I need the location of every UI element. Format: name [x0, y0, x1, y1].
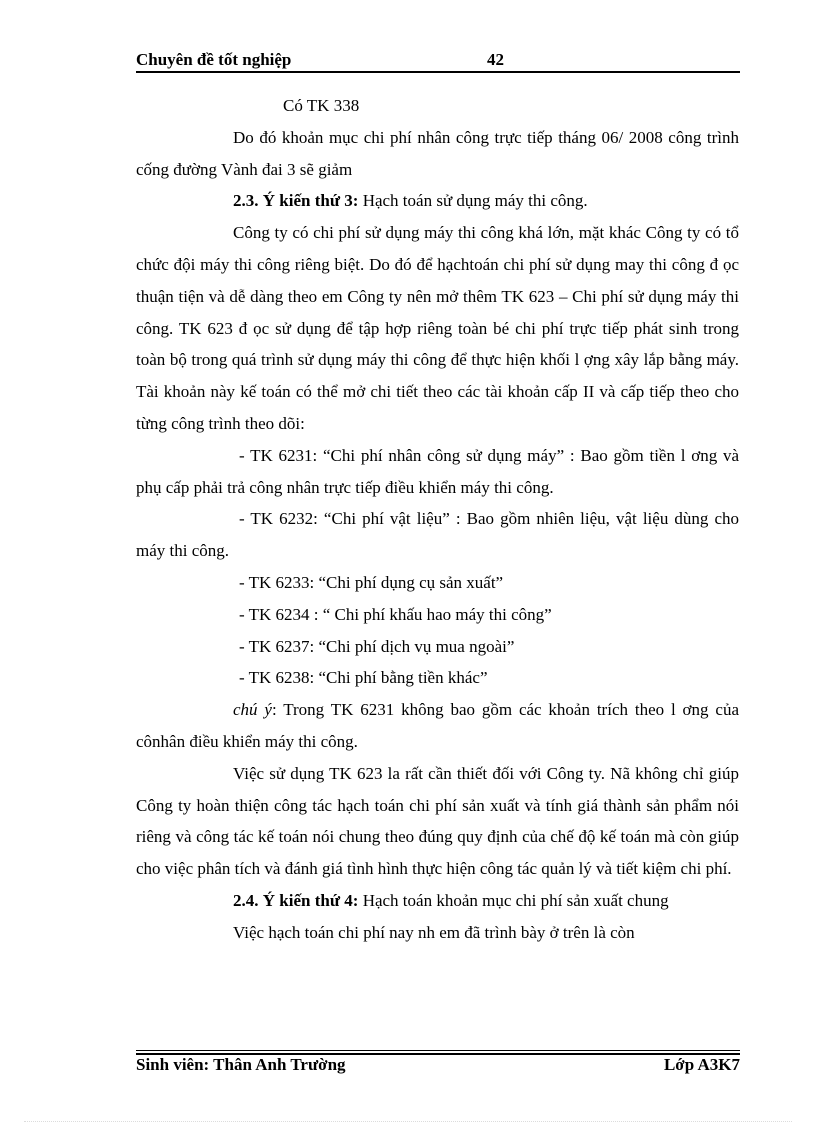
class-label: Lớp A3K7: [663, 1055, 740, 1074]
list-item: - TK 6233: “Chi phí dụng cụ sản xuất”: [239, 572, 504, 592]
list-item: - TK 6232: “Chi phí vật liệu” : Bao gồm nhiên liệu, vật liệu dùng cho máy thi công.: [136, 509, 739, 561]
heading-label: 2.4. Ý kiến thứ 4:: [233, 890, 359, 910]
note-label: chú ý: [233, 700, 272, 720]
paragraph: Việc hạch toán chi phí nay nh em đã trình bày ở trên là còn: [233, 922, 635, 942]
heading-text: Hạch toán sử dụng máy thi công.: [358, 191, 588, 211]
note-text: : Trong TK 6231 không bao gồm các khoản trích theo l ơng của cônhân điều khiển máy thi công.: [136, 700, 739, 751]
list-item: - TK 6234 : “ Chi phí khấu hao máy thi công”: [239, 604, 552, 624]
paragraph: Có TK 338: [283, 96, 360, 115]
section-heading-2-4: [136, 885, 739, 917]
paragraph: Do đó khoản mục chi phí nhân công trực tiếp tháng 06/ 2008 công trình cống đường Vành đai 3 sẽ giảm: [136, 127, 739, 179]
header-rule: [136, 71, 740, 73]
note-paragraph: [136, 694, 739, 758]
heading-label: 2.3. Ý kiến thứ 3:: [233, 191, 359, 211]
section-heading-2-3: [136, 185, 739, 217]
document-body: [136, 90, 739, 949]
page-header: [136, 50, 740, 72]
heading-text: Hạch toán khoản mục chi phí sản xuất chung: [358, 890, 669, 910]
list-item: - TK 6231: “Chi phí nhân công sử dụng máy” : Bao gồm tiền l ơng và phụ cấp phải trả công nhân trực tiếp điều khiển máy thi công.: [136, 445, 739, 497]
list-item: - TK 6238: “Chi phí bằng tiền khác”: [239, 668, 488, 688]
student-name: Sinh viên: Thân Anh Trường: [136, 1055, 346, 1074]
paragraph: Việc sử dụng TK 623 la rất cần thiết đối với Công ty. Nã không chỉ giúp Công ty hoàn thiện công tác hạch toán chi phí sản xuất và tính giá thành sản phẩm nói riêng và công tác kế toán nói chung theo đúng quy định của chế độ kế toán mà còn giúp cho việc phân tích và đánh giá tình hình thực hiện công tác quản lý và tiết kiệm chi phí.: [136, 763, 739, 879]
header-title: Chuyên đề tốt nghiệp: [136, 50, 292, 69]
page-number: 42: [487, 50, 504, 69]
paragraph: Công ty có chi phí sử dụng máy thi công khá lớn, mặt khác Công ty có tổ chức đội máy thi công riêng biệt. Do đó để hạchtoán chi phí sử dụng may thi công đ ọc thuận tiện và dễ dàng theo em Công ty nên mở thêm TK 623 – Chi phí sử dụng máy thi công. TK 623 đ ọc sử dụng để tập hợp riêng toàn bé chi phí trực tiếp phát sinh trong toàn bộ trong quá trình sử dụng máy thi công để thực hiện khối l ợng xây lắp bằng máy. Tài khoản này kế toán có thể mở chi tiết theo các tài khoản cấp II và cấp tiếp theo cho từng công trình theo dõi:: [136, 223, 739, 433]
page-edge-dotted-line: [24, 1121, 792, 1122]
list-item: - TK 6237: “Chi phí dịch vụ mua ngoài”: [239, 636, 515, 656]
